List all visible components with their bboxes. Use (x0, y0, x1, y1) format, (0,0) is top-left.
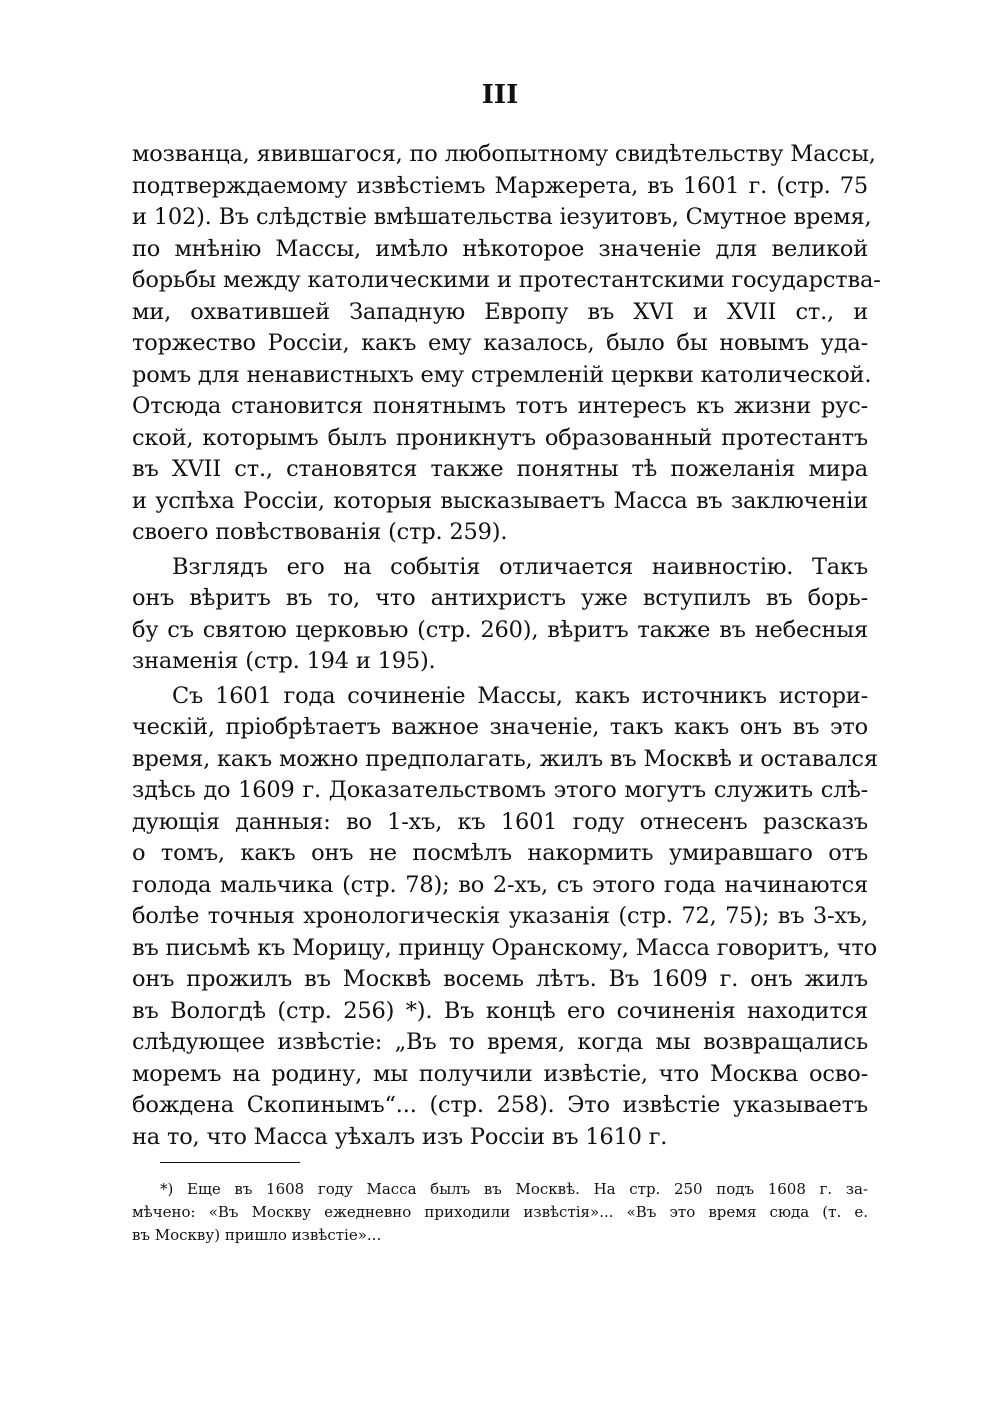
paragraph (132, 552, 868, 678)
text-line: мозванца, явившагося, по любопытному свидѣтельству Массы, (132, 141, 876, 167)
text-line: ромъ для ненавистныхъ ему стремленій церкви католической. (132, 361, 872, 388)
text-line: о томъ, какъ онъ не посмѣлъ накормить умиравшаго отъ (132, 840, 868, 866)
text-line: знаменія (стр. 194 и 195). (132, 648, 436, 674)
text-line: Съ 1601 года сочиненіе Массы, какъ источникъ истори- (172, 682, 868, 709)
footnote-line: *) Еще въ 1608 году Масса былъ въ Москвѣ. На стр. 250 подъ 1608 г. за- (160, 1180, 868, 1198)
text-line: торжество Россіи, какъ ему казалось, было бы новымъ уда- (132, 330, 868, 356)
text-line: онъ вѣритъ въ то, что антихристъ уже вступилъ въ борь- (132, 585, 868, 611)
text-line: ской, которымъ былъ проникнутъ образованный протестантъ (132, 424, 868, 451)
footnote (132, 1178, 868, 1247)
text-line: и 102). Въ слѣдствіе вмѣшательства іезуитовъ, Смутное время, (132, 204, 872, 230)
text-line: онъ прожилъ въ Москвѣ восемь лѣтъ. Въ 1609 г. онъ жилъ (132, 966, 868, 992)
text-line: слѣдующее извѣстіе: „Въ то время, когда мы возвращались (132, 1029, 868, 1055)
text-line: бождена Скопинымъ“... (стр. 258). Это извѣстіе указываетъ (132, 1092, 868, 1118)
paragraph (132, 139, 881, 549)
text-line: ми, охватившей Западную Европу въ XVI и XVII ст., и (132, 298, 868, 325)
text-line: время, какъ можно предполагать, жилъ въ Москвѣ и оставался (132, 745, 878, 772)
text-line: по мнѣнію Массы, имѣло нѣкоторое значеніе для великой (132, 235, 868, 262)
text-line: борьбы между католическими и протестантскими государства- (132, 267, 881, 293)
footnote-line: мѣчено: «Въ Москву ежедневно приходили извѣстія»... «Въ это время сюда (т. е. (132, 1203, 868, 1221)
text-line: Отсюда становится понятнымъ тотъ интересъ къ жизни рус- (132, 393, 868, 419)
text-line: въ Вологдѣ (стр. 256) *). Въ концѣ его сочиненія находится (132, 997, 868, 1024)
text-line: бу съ святою церковью (стр. 260), вѣритъ также въ небесныя (132, 616, 868, 643)
footnote-divider (160, 1162, 300, 1163)
text-line: голода мальчика (стр. 78); во 2-хъ, съ этого года начинаются (132, 871, 868, 898)
text-line: и успѣха Россіи, которыя высказываетъ Масса въ заключеніи (132, 487, 868, 514)
text-line: на то, что Масса уѣхалъ изъ Россіи въ 1610 г. (132, 1123, 668, 1150)
text-line: Взглядъ его на событія отличается наивностію. Такъ (172, 553, 868, 580)
page-number: III (481, 80, 519, 110)
text-line: болѣе точныя хронологическія указанія (стр. 72, 75); въ 3-хъ, (132, 903, 868, 929)
main-text (132, 139, 881, 1153)
text-line: моремъ на родину, мы получили извѣстіе, что Москва осво- (132, 1060, 868, 1087)
text-line: здѣсь до 1609 г. Доказательствомъ этого могутъ служить слѣ- (132, 777, 868, 803)
text-line: ческій, пріобрѣтаетъ важное значеніе, такъ какъ онъ въ это (132, 714, 868, 740)
paragraph (132, 681, 878, 1154)
text-line: дующія данныя: во 1-хъ, къ 1601 году отнесенъ разсказъ (132, 808, 868, 835)
text-line: подтверждаемому извѣстіемъ Маржерета, въ 1601 г. (стр. 75 (132, 172, 868, 199)
text-line: въ XVII ст., становятся также понятны тѣ пожеланія мира (132, 456, 868, 482)
footnote-line: въ Москву) пришло извѣстіе»... (132, 1226, 382, 1244)
text-line: въ письмѣ къ Морицу, принцу Оранскому, Масса говоритъ, что (132, 934, 877, 961)
text-line: своего повѣствованія (стр. 259). (132, 519, 508, 545)
